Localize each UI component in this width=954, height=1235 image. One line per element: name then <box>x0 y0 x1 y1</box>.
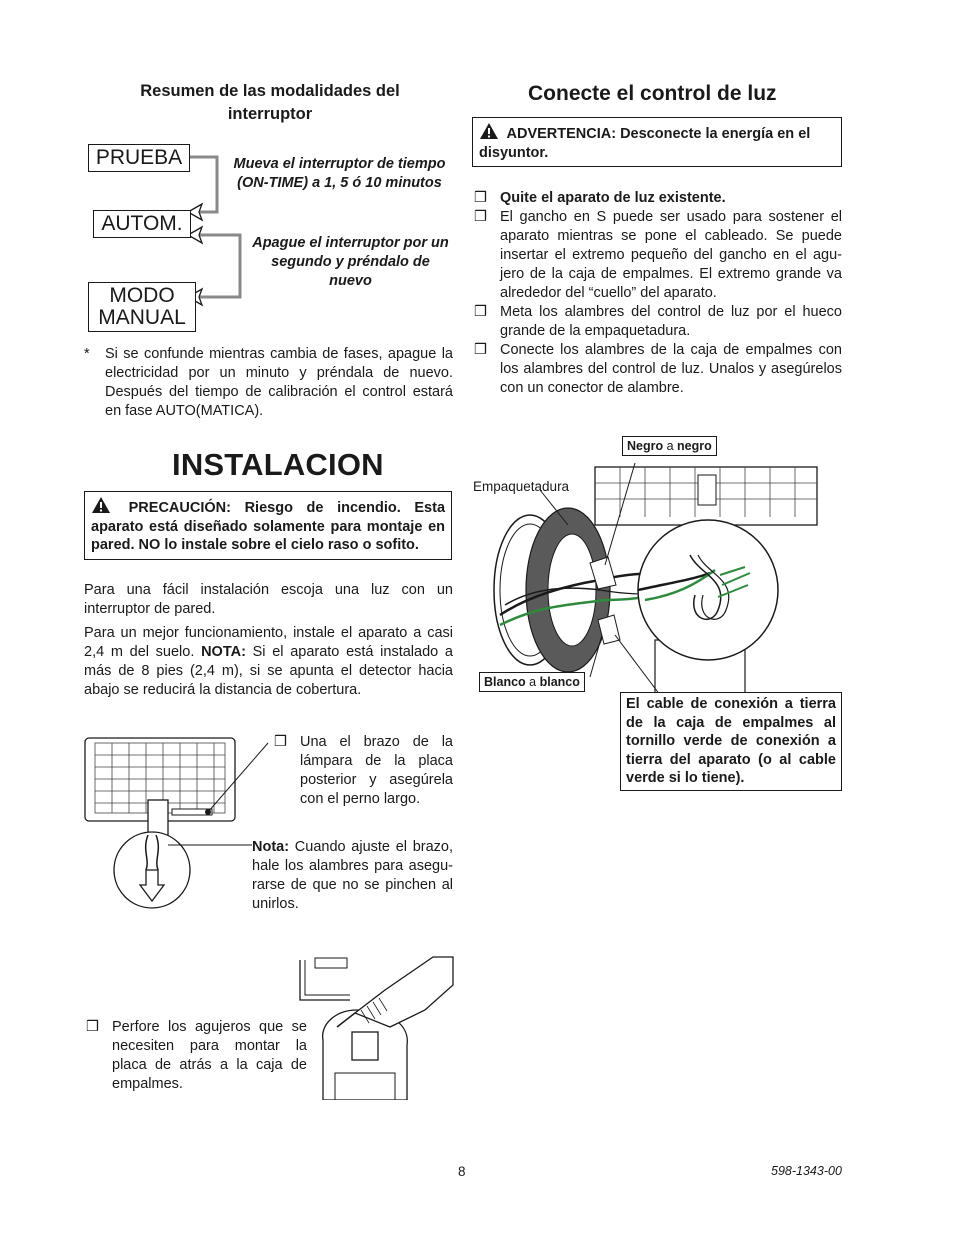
ground-wire-callout: El cable de conexión a tierra de la caja de empalmes al tornillo verde de conexión a tierra del aparato (o al cable verde si lo tiene). <box>620 692 842 791</box>
warning-text: ADVERTENCIA: Desconecte la energía en el disyuntor. <box>479 126 811 161</box>
checkbox-icon: ❒ <box>86 1019 99 1035</box>
arm-step: ❒ Una el brazo de la lámpara de la placa posterior y asegúrela con el perno largo. <box>274 734 453 807</box>
caution-box <box>84 491 452 560</box>
install-title: INSTALACION <box>172 447 384 482</box>
checkbox-icon: ❒ <box>474 342 487 358</box>
warning-icon <box>479 122 499 140</box>
warning-box <box>472 117 842 167</box>
connect-step: ❒ Meta los alambres del control de luz por el hueco grande de la empaquetadura. <box>474 304 842 339</box>
checkbox-icon: ❒ <box>474 209 487 225</box>
gasket-label: Empaquetadura <box>473 479 570 494</box>
connect-title: Conecte el control de luz <box>528 82 777 105</box>
footnote-text: Si se confunde mientras cambia de fases, apague la electricidad por un minuto y préndala de nuevo. Después del tiempo de calibración el control estará en fase AUTO(MATICA). <box>105 346 453 419</box>
install-para-2: Para un mejor funcionamiento, instale el aparato a casi 2,4 m del suelo. NOTA: Si el aparato está instalado a más de 8 pies (2,4 m), si se apunta el detector hacia abajo se reducirá la distancia de cobertura. <box>84 625 453 698</box>
black-to-black-label: Negro a negro <box>622 436 717 456</box>
summary-title: Resumen de las modalidades del interruptor <box>140 82 400 123</box>
mode-step-1: Mueva el interruptor de tiempo (ON-TIME) a 1, 5 ó 10 minutos <box>233 156 446 191</box>
footnote-marker: * <box>84 346 90 362</box>
connect-step-list <box>472 189 842 398</box>
mode-step-2: Apague el interruptor por un segundo y préndalo de nuevo <box>252 235 449 289</box>
arm-note: Nota: Cuando ajuste el brazo, hale los alambres para asegu-rarse de que no se pinchen al unirlos. <box>252 839 453 912</box>
mode-manual-box: MODO MANUAL <box>88 282 196 332</box>
caution-text: Riesgo de incendio. Esta aparato está diseñado solamente para montaje en pared. NO lo instale sobre el cielo raso o sofito. <box>91 500 446 553</box>
connect-step: ❒ Quite el aparato de luz existente. <box>474 190 726 206</box>
mode-auto-box: AUTOM. <box>93 210 191 238</box>
connect-step: ❒ Conecte los alambres de la caja de empalmes con los alambres del control de luz. Unalos y asegúrelos con un conector de alambre. <box>474 342 842 396</box>
caution-label: PRECAUCIÓN: <box>128 500 231 516</box>
warning-icon <box>91 496 111 514</box>
arm-step-list <box>272 733 453 809</box>
checkbox-icon: ❒ <box>474 190 487 206</box>
install-para-1: Para una fácil instalación escoja una luz con un interruptor de pared. <box>84 582 453 617</box>
drill-step: ❒ Perfore los agujeros que se necesiten para montar la placa de atrás a la caja de empalmes. <box>86 1019 307 1092</box>
checkbox-icon: ❒ <box>474 304 487 320</box>
document-code: 598-1343-00 <box>771 1164 842 1178</box>
drill-step-list <box>84 1018 307 1094</box>
drill-illustration <box>295 955 455 1100</box>
page-number: 8 <box>458 1164 466 1179</box>
connect-step: ❒ El gancho en S puede ser usado para sostener el aparato mientras se pone el cableado. Se puede insertar el extremo pequeño del gancho en el agu-jero de la caja de empalmes. El extremo grande va alrededor del “cuello” del aparato. <box>474 209 842 301</box>
mode-test-box: PRUEBA <box>88 144 190 172</box>
white-to-white-label: Blanco a blanco <box>479 672 585 692</box>
checkbox-icon: ❒ <box>274 734 287 750</box>
